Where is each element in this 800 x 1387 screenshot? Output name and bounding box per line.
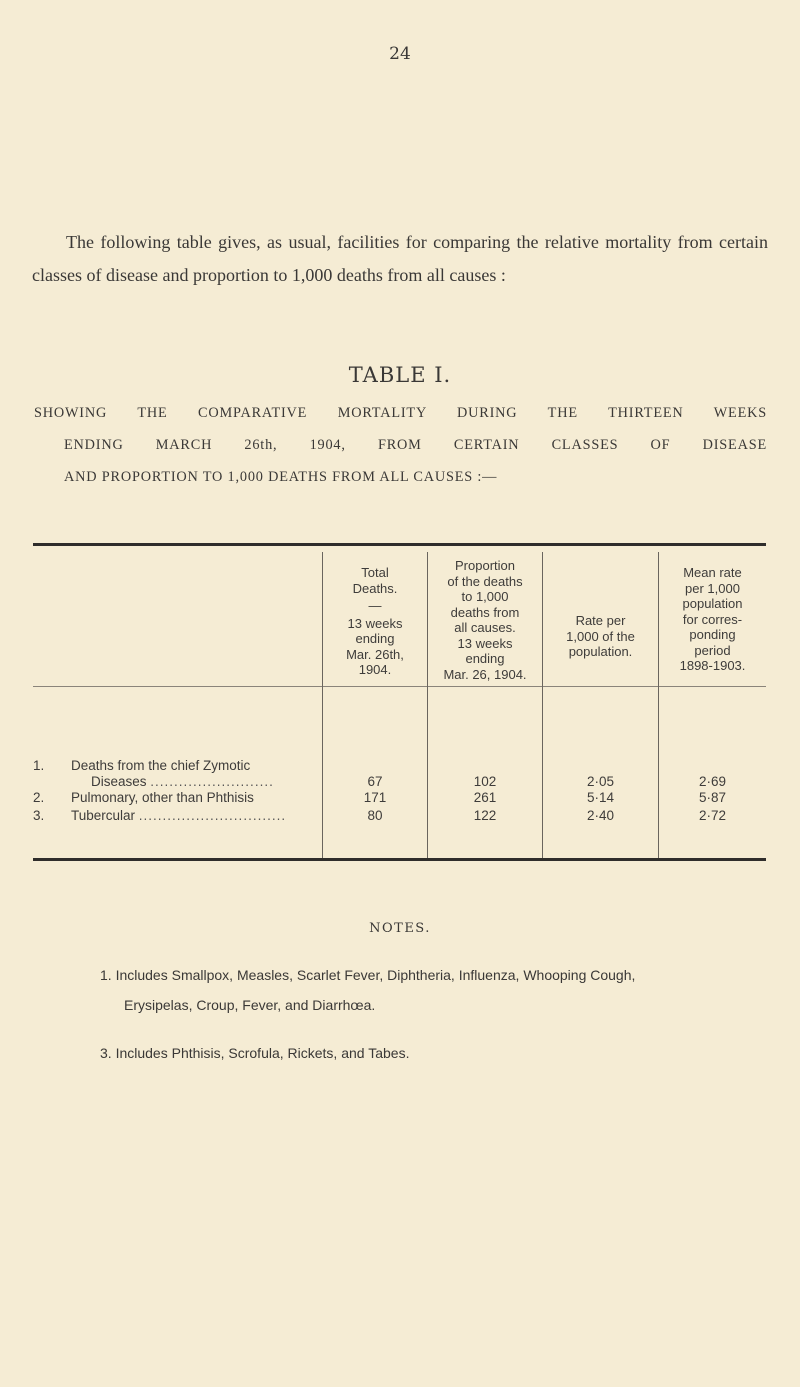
header-line: 13 weeks bbox=[457, 635, 513, 651]
caption-line-2: ENDING MARCH 26th, 1904, FROM CERTAIN CLASSES OF DISEASE bbox=[64, 437, 767, 453]
header-line: per 1,000 bbox=[685, 580, 740, 596]
cell-total: 67 bbox=[367, 774, 383, 789]
header-line: to 1,000 bbox=[461, 589, 509, 604]
cell-proportion: 261 bbox=[473, 790, 497, 805]
note-3: 3. Includes Phthisis, Scrofula, Rickets, and Tabes. bbox=[100, 1045, 410, 1061]
row-label: Deaths from the chief Zymotic bbox=[71, 758, 251, 773]
header-line: 13 weeks bbox=[347, 615, 403, 631]
page-number: 24 bbox=[389, 44, 411, 64]
row-number: 2. bbox=[33, 790, 45, 805]
header-line: Deaths. bbox=[352, 580, 398, 596]
header-line: Total bbox=[361, 565, 389, 580]
header-line: population bbox=[682, 596, 743, 611]
header-line: 1,000 of the bbox=[566, 628, 635, 644]
header-line: ending bbox=[465, 651, 505, 666]
row-label bbox=[71, 808, 286, 823]
cell-mean: 5·87 bbox=[698, 790, 727, 805]
row-number: 3. bbox=[33, 808, 45, 823]
note-1-line-2: Erysipelas, Croup, Fever, and Diarrhœa. bbox=[124, 997, 376, 1013]
table-bottom-rule bbox=[33, 858, 766, 861]
cell-proportion: 122 bbox=[473, 808, 497, 823]
header-mean-rate bbox=[659, 565, 766, 674]
header-line: Mar. 26, 1904. bbox=[443, 666, 527, 682]
cell-total: 80 bbox=[367, 808, 383, 823]
header-total-deaths bbox=[323, 565, 427, 678]
note-1-line-1: 1. Includes Smallpox, Measles, Scarlet Fever, Diphtheria, Influenza, Whooping Cough, bbox=[100, 967, 636, 983]
header-line: all causes. bbox=[454, 620, 516, 635]
header-line: for corres- bbox=[682, 611, 743, 627]
cell-mean: 2·72 bbox=[698, 808, 727, 823]
header-proportion bbox=[428, 558, 542, 682]
notes-heading: NOTES. bbox=[369, 921, 431, 936]
header-line: 1898-1903. bbox=[679, 658, 746, 673]
cell-rate: 2·40 bbox=[586, 808, 615, 823]
row-number: 1. bbox=[33, 758, 45, 773]
cell-proportion: 102 bbox=[473, 774, 497, 789]
row-label: Pulmonary, other than Phthisis bbox=[71, 790, 254, 805]
header-line: ponding bbox=[689, 627, 736, 642]
caption-line-3: AND PROPORTION TO 1,000 DEATHS FROM ALL CAUSES :— bbox=[64, 469, 498, 485]
header-line: 1904. bbox=[358, 662, 392, 677]
header-line: of the deaths bbox=[447, 573, 523, 589]
header-rate bbox=[543, 613, 658, 660]
table-top-rule bbox=[33, 543, 766, 546]
header-line: population. bbox=[568, 644, 633, 659]
cell-rate: 2·05 bbox=[586, 774, 615, 789]
note-1 bbox=[100, 960, 790, 1020]
leader-dots: ............................... bbox=[138, 808, 287, 823]
row-label-text: Tubercular bbox=[71, 808, 136, 823]
table-header-rule bbox=[33, 686, 766, 687]
table-title: TABLE I. bbox=[348, 363, 452, 387]
cell-mean: 2·69 bbox=[698, 774, 727, 789]
header-line: period bbox=[694, 642, 731, 658]
row-label-text: Diseases bbox=[91, 774, 147, 789]
header-line: Proportion bbox=[455, 558, 515, 573]
header-line: ending bbox=[355, 631, 395, 646]
leader-dots: .......................... bbox=[150, 774, 274, 789]
header-line: Mean rate bbox=[683, 565, 742, 580]
header-line: deaths from bbox=[450, 604, 520, 620]
table-caption bbox=[34, 397, 767, 493]
header-line: Rate per bbox=[575, 613, 626, 628]
caption-line-1: SHOWING THE COMPARATIVE MORTALITY DURING THE THIRTEEN WEEKS bbox=[34, 405, 767, 421]
header-line: Mar. 26th, bbox=[346, 646, 404, 662]
cell-total: 171 bbox=[363, 790, 387, 805]
header-line: — bbox=[368, 598, 382, 613]
cell-rate: 5·14 bbox=[586, 790, 615, 805]
row-label-continued bbox=[91, 774, 274, 789]
intro-paragraph: The following table gives, as usual, facilities for comparing the relative mortality from certain classes of disease and proportion to 1,000 deaths from all causes : bbox=[32, 232, 768, 285]
